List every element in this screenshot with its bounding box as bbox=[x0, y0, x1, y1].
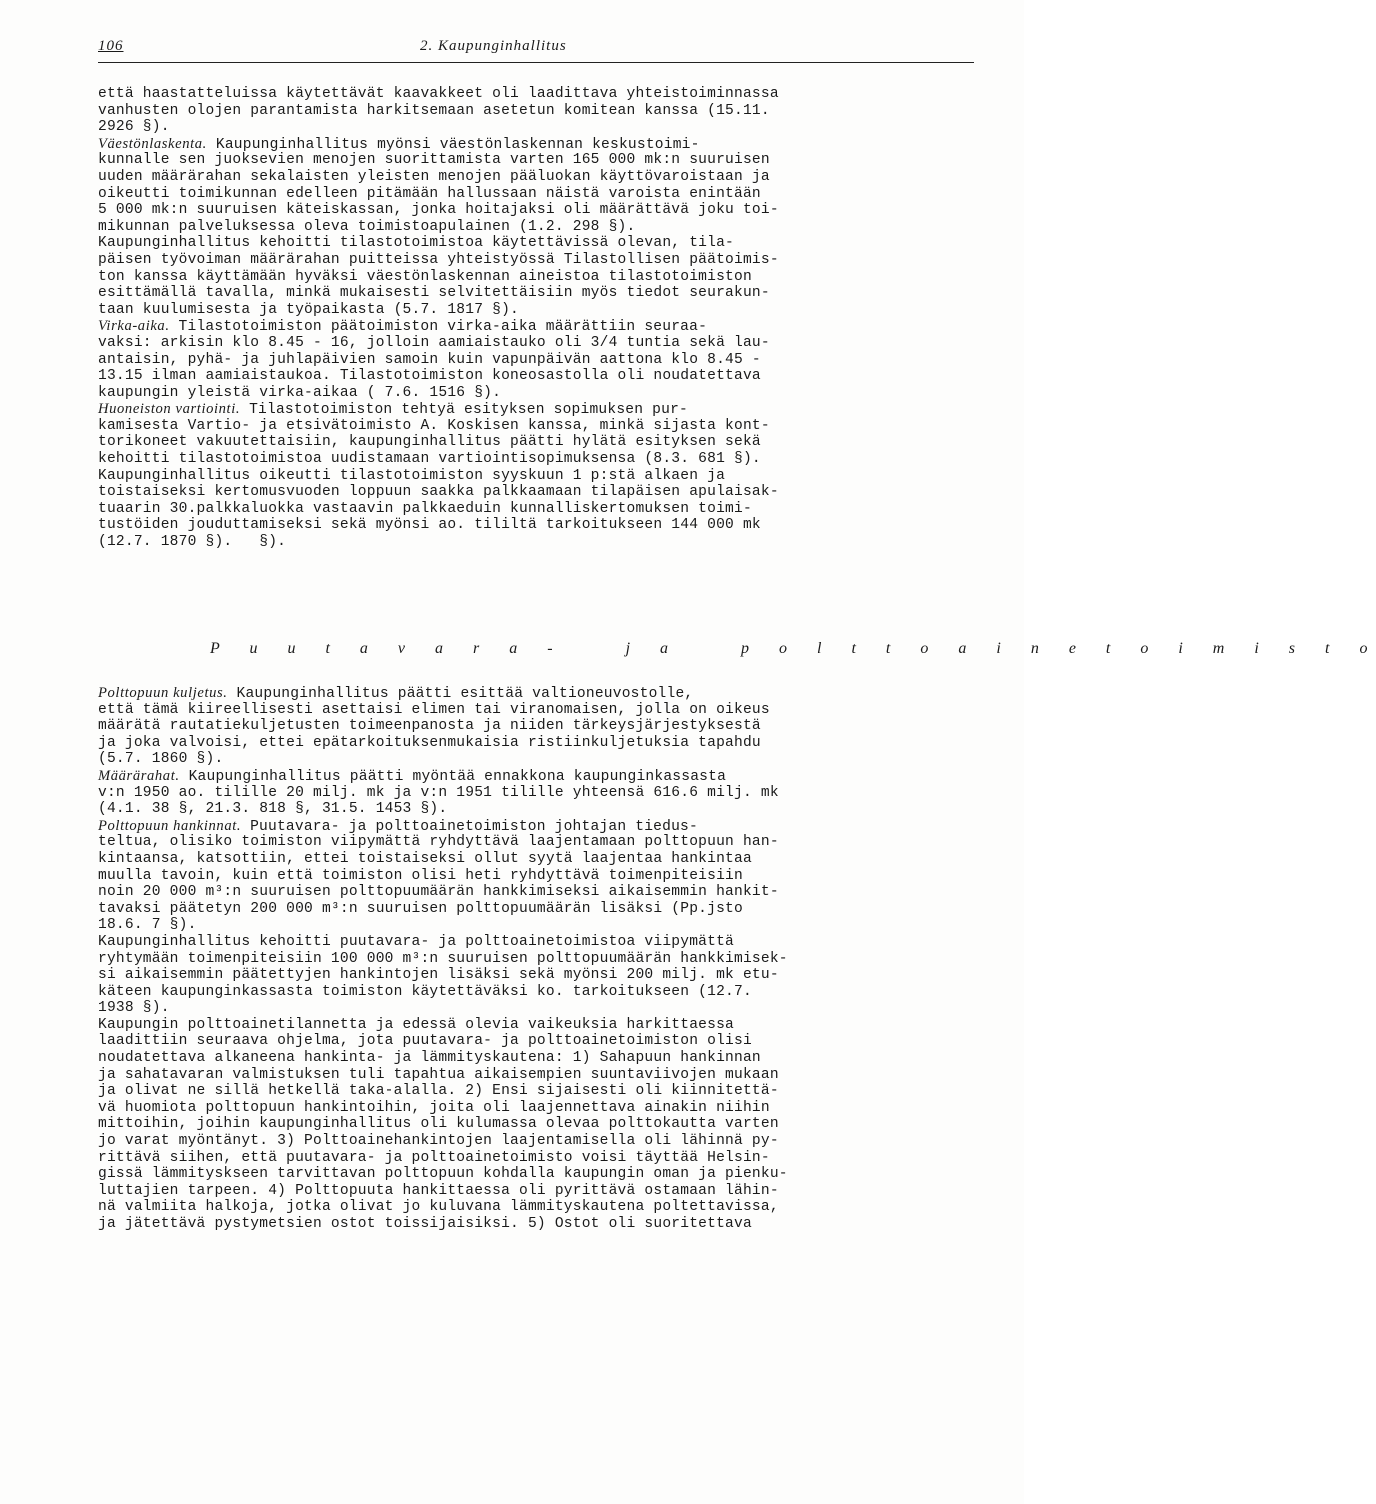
text-line bbox=[98, 152, 978, 169]
line-text: si aikaisemmin päätettyjen hankintojen lisäksi sekä myönsi 200 milj. mk etu- bbox=[98, 967, 779, 984]
line-text: mikunnan palveluksessa oleva toimistoapulainen (1.2. 298 §). bbox=[98, 218, 636, 235]
line-text: antaisin, pyhä- ja juhlapäivien samoin kuin vapunpäivän aattona klo 8.45 - bbox=[98, 351, 761, 368]
line-text: ton kanssa käyttämään hyväksi väestönlaskennan aineistoa tilastotoimiston bbox=[98, 268, 752, 285]
text-line bbox=[98, 1083, 978, 1100]
line-text: tuaarin 30.palkkaluokka vastaavin palkkaeduin kunnalliskertomuksen toimi- bbox=[98, 500, 752, 517]
line-text: ja joka valvoisi, ettei epätarkoituksenmukaisia ristiinkuljetuksia tapahdu bbox=[98, 734, 761, 751]
text-line bbox=[98, 119, 978, 136]
text-line bbox=[98, 484, 978, 501]
text-line bbox=[98, 219, 978, 236]
line-text: 18.6. 7 §). bbox=[98, 917, 197, 934]
text-line bbox=[98, 1050, 978, 1067]
line-text: noin 20 000 m³:n suuruisen polttopuumäärän hankkimiseksi aikaisemmin hankit- bbox=[98, 884, 779, 901]
text-line bbox=[98, 967, 978, 984]
text-line bbox=[98, 834, 978, 851]
text-line bbox=[98, 934, 978, 951]
paragraph-heading: Huoneiston vartiointi. bbox=[98, 401, 241, 418]
text-line bbox=[98, 1116, 978, 1133]
text-line bbox=[98, 1100, 978, 1117]
line-text: luttajien tarpeen. 4) Polttopuuta hankittaessa oli pyrittävä ostamaan lähin- bbox=[98, 1182, 779, 1199]
line-text: Kaupungin polttoainetilannetta ja edessä olevia vaikeuksia harkittaessa bbox=[98, 1016, 734, 1033]
text-line bbox=[98, 735, 978, 752]
line-text: toistaiseksi kertomusvuoden loppuun saakka palkkaamaan tilapäisen apulaisak- bbox=[98, 484, 779, 501]
line-text: torikoneet vakuutettaisiin, kaupunginhallitus päätti hylätä esityksen sekä bbox=[98, 434, 761, 451]
line-text: (4.1. 38 §, 21.3. 818 §, 31.5. 1453 §). bbox=[98, 801, 448, 818]
text-line bbox=[98, 1216, 978, 1233]
text-line bbox=[98, 385, 978, 402]
line-text: Tilastotoimiston päätoimiston virka-aika määrättiin seuraa- bbox=[169, 319, 708, 336]
text-line bbox=[98, 401, 978, 418]
line-text: noudatettava alkaneena hankinta- ja lämmityskautena: 1) Sahapuun hankinnan bbox=[98, 1050, 761, 1067]
text-line bbox=[98, 785, 978, 802]
line-text: oikeutti toimikunnan edelleen pitämään hallussaan näistä varoista enintään bbox=[98, 185, 761, 202]
line-text: kaupungin yleistä virka-aikaa ( 7.6. 1516 §). bbox=[98, 384, 502, 401]
text-line bbox=[98, 868, 978, 885]
text-line bbox=[98, 534, 978, 551]
text-line bbox=[98, 103, 978, 120]
line-text: kamisesta Vartio- ja etsivätoimisto A. Koskisen kanssa, minkä sijasta kont- bbox=[98, 417, 770, 434]
text-line bbox=[98, 468, 978, 485]
text-line bbox=[98, 751, 978, 768]
line-text: laadittiin seuraava ohjelma, jota puutavara- ja polttoainetoimiston olisi bbox=[98, 1033, 752, 1050]
line-text: Kaupunginhallitus oikeutti tilastotoimiston syyskuun 1 p:stä alkaen ja bbox=[98, 467, 726, 484]
line-text: gissä lämmityskseen tarvittavan polttopuun kohdalla kaupungin oman ja pienku- bbox=[98, 1166, 788, 1183]
line-text: 1938 §). bbox=[98, 1000, 170, 1017]
text-line bbox=[98, 818, 978, 835]
line-text: kehoitti tilastotoimistoa uudistamaan vartiointisopimuksensa (8.3. 681 §). bbox=[98, 451, 761, 468]
line-text: Kaupunginhallitus päätti esittää valtioneuvostolle, bbox=[227, 686, 694, 702]
line-text: v:n 1950 ao. tilille 20 milj. mk ja v:n 1951 tilille yhteensä 616.6 milj. mk bbox=[98, 784, 779, 801]
text-line bbox=[98, 718, 978, 735]
line-text: 2926 §). bbox=[98, 119, 170, 136]
text-line bbox=[98, 418, 978, 435]
text-line bbox=[98, 851, 978, 868]
header-rule bbox=[98, 62, 974, 63]
text-line bbox=[98, 302, 978, 319]
section-heading: P u u t a v a r a - j a p o l t t o a i n e t o i m i s t o bbox=[210, 640, 1376, 657]
text-line bbox=[98, 252, 978, 269]
text-line bbox=[98, 235, 978, 252]
paragraph-heading: Määrärahat. bbox=[98, 767, 180, 784]
line-text: tustöiden jouduttamiseksi sekä myönsi ao. tililtä tarkoitukseen 144 000 mk bbox=[98, 517, 761, 534]
line-text: uuden määrärahan sekalaisten yleisten menojen pääluokan käyttövaroistaan ja bbox=[98, 168, 770, 185]
line-text: että tämä kiireellisesti asettaisi elimen tai viranomaisen, jolla on oikeus bbox=[98, 701, 770, 718]
paragraph-heading: Polttopuun kuljetus. bbox=[98, 685, 228, 701]
line-text: ja jätettävä pystymetsien ostot toissijaisiksi. 5) Ostot oli suoritettava bbox=[98, 1216, 752, 1232]
line-text: Puutavara- ja polttoainetoimiston johtajan tiedus- bbox=[241, 818, 698, 835]
line-text: ryhtymään toimenpiteisiin 100 000 m³:n suuruisen polttopuumäärän hankkimisek- bbox=[98, 950, 788, 967]
line-text: vaksi: arkisin klo 8.45 - 16, jolloin aamiaistauko oli 3/4 tuntia sekä lau- bbox=[98, 334, 770, 351]
line-text: käteen kaupunginkassasta toimiston käytettäväksi ko. tarkoitukseen (12.7. bbox=[98, 983, 752, 1000]
text-line bbox=[98, 1033, 978, 1050]
running-title: 2. Kaupunginhallitus bbox=[420, 38, 567, 54]
text-line bbox=[98, 86, 978, 103]
line-text: kintaansa, katsottiin, ettei toistaiseksi ollut syytä laajentaa hankintaa bbox=[98, 850, 752, 867]
text-line bbox=[98, 501, 978, 518]
line-text: Kaupunginhallitus kehoitti tilastotoimistoa käytettävissä olevan, tila- bbox=[98, 235, 734, 252]
text-line bbox=[98, 901, 978, 918]
line-text: kunnalle sen juoksevien menojen suorittamista varten 165 000 mk:n suuruisen bbox=[98, 152, 770, 169]
line-text: Kaupunginhallitus päätti myöntää ennakkona kaupunginkassasta bbox=[179, 768, 727, 785]
line-text: jo varat myöntänyt. 3) Polttoainehankintojen laajentamisella oli lähinnä py- bbox=[98, 1133, 779, 1150]
text-block-statistics bbox=[98, 86, 978, 551]
text-line bbox=[98, 702, 978, 719]
text-line bbox=[98, 1000, 978, 1017]
line-text: Kaupunginhallitus myönsi väestönlaskennan keskustoimi- bbox=[206, 136, 700, 153]
text-line bbox=[98, 1017, 978, 1034]
text-line bbox=[98, 186, 978, 203]
line-text: teltua, olisiko toimiston viipymättä ryhdyttävä laajentamaan polttopuun han- bbox=[98, 834, 779, 851]
line-text: rittävä siihen, että puutavara- ja polttoainetoimisto voisi täyttää Helsin- bbox=[98, 1149, 770, 1166]
text-line bbox=[98, 801, 978, 818]
text-line bbox=[98, 169, 978, 186]
text-line bbox=[98, 352, 978, 369]
text-line bbox=[98, 285, 978, 302]
text-line bbox=[98, 1150, 978, 1167]
line-text: että haastatteluissa käytettävät kaavakkeet oli laadittava yhteistoiminnassa bbox=[98, 86, 779, 102]
line-text: ja olivat ne sillä hetkellä taka-alalla. 2) Ensi sijaisesti oli kiinnitettä- bbox=[98, 1083, 779, 1100]
line-text: esittämällä tavalla, minkä mukaisesti selvitettäisiin myös tiedot seurakun- bbox=[98, 285, 770, 302]
text-line bbox=[98, 884, 978, 901]
page-header bbox=[98, 38, 974, 62]
line-text: päisen työvoiman määrärahan puitteissa yhteistyössä Tilastollisen päätoimis- bbox=[98, 251, 779, 268]
text-line bbox=[98, 1166, 978, 1183]
page-number: 106 bbox=[98, 38, 124, 54]
line-text: mittoihin, joihin kaupunginhallitus oli kulumassa olevaa polttokautta varten bbox=[98, 1116, 779, 1133]
text-line bbox=[98, 1183, 978, 1200]
text-line bbox=[98, 451, 978, 468]
text-line bbox=[98, 951, 978, 968]
line-text: 13.15 ilman aamiaistaukoa. Tilastotoimiston koneosastolla oli noudatettava bbox=[98, 368, 761, 385]
text-line bbox=[98, 335, 978, 352]
line-text: tavaksi päätetyn 200 000 m³:n suuruisen polttopuumäärän lisäksi (Pp.jsto bbox=[98, 900, 743, 917]
text-line bbox=[98, 1199, 978, 1216]
text-line bbox=[98, 685, 978, 702]
line-text: vanhusten olojen parantamista harkitsemaan asetetun komitean kanssa (15.11. bbox=[98, 102, 770, 119]
text-line bbox=[98, 318, 978, 335]
text-line bbox=[98, 202, 978, 219]
text-line bbox=[98, 984, 978, 1001]
line-text: 5 000 mk:n suuruisen käteiskassan, jonka hoitajaksi oli määrättävä joku toi- bbox=[98, 202, 779, 219]
text-line bbox=[98, 269, 978, 286]
text-line bbox=[98, 368, 978, 385]
line-text: muulla tavoin, kuin että toimiston olisi heti ryhdyttävä toimenpiteisiin bbox=[98, 867, 743, 884]
paragraph-heading: Polttopuun hankinnat. bbox=[98, 817, 242, 834]
text-line bbox=[98, 517, 978, 534]
text-line bbox=[98, 768, 978, 785]
text-line bbox=[98, 917, 978, 934]
line-text: vä huomiota polttopuun hankintoihin, joita oli laajennettava ainakin niihin bbox=[98, 1099, 770, 1116]
line-text: ja sahatavaran valmistuksen tuli tapahtua aikaisempien suuntaviivojen mukaan bbox=[98, 1066, 779, 1083]
text-block-fuel-office bbox=[98, 685, 978, 1233]
line-text: (12.7. 1870 §). §). bbox=[98, 534, 287, 551]
text-line bbox=[98, 434, 978, 451]
line-text: nä valmiita halkoja, jotka olivat jo kuluvana lämmityskautena poltettavissa, bbox=[98, 1199, 779, 1216]
text-line bbox=[98, 136, 978, 153]
paragraph-heading: Virka-aika. bbox=[98, 318, 170, 335]
text-line bbox=[98, 1133, 978, 1150]
line-text: Tilastotoimiston tehtyä esityksen sopimuksen pur- bbox=[240, 402, 688, 419]
line-text: Kaupunginhallitus kehoitti puutavara- ja polttoainetoimistoa viipymättä bbox=[98, 933, 734, 950]
line-text: taan kuulumisesta ja työpaikasta (5.7. 1817 §). bbox=[98, 301, 520, 318]
line-text: (5.7. 1860 §). bbox=[98, 751, 224, 768]
line-text: määrätä rautatiekuljetusten toimeenpanosta ja niiden tärkeysjärjestyksestä bbox=[98, 718, 761, 735]
paragraph-heading: Väestönlaskenta. bbox=[98, 135, 207, 152]
text-line bbox=[98, 1067, 978, 1084]
